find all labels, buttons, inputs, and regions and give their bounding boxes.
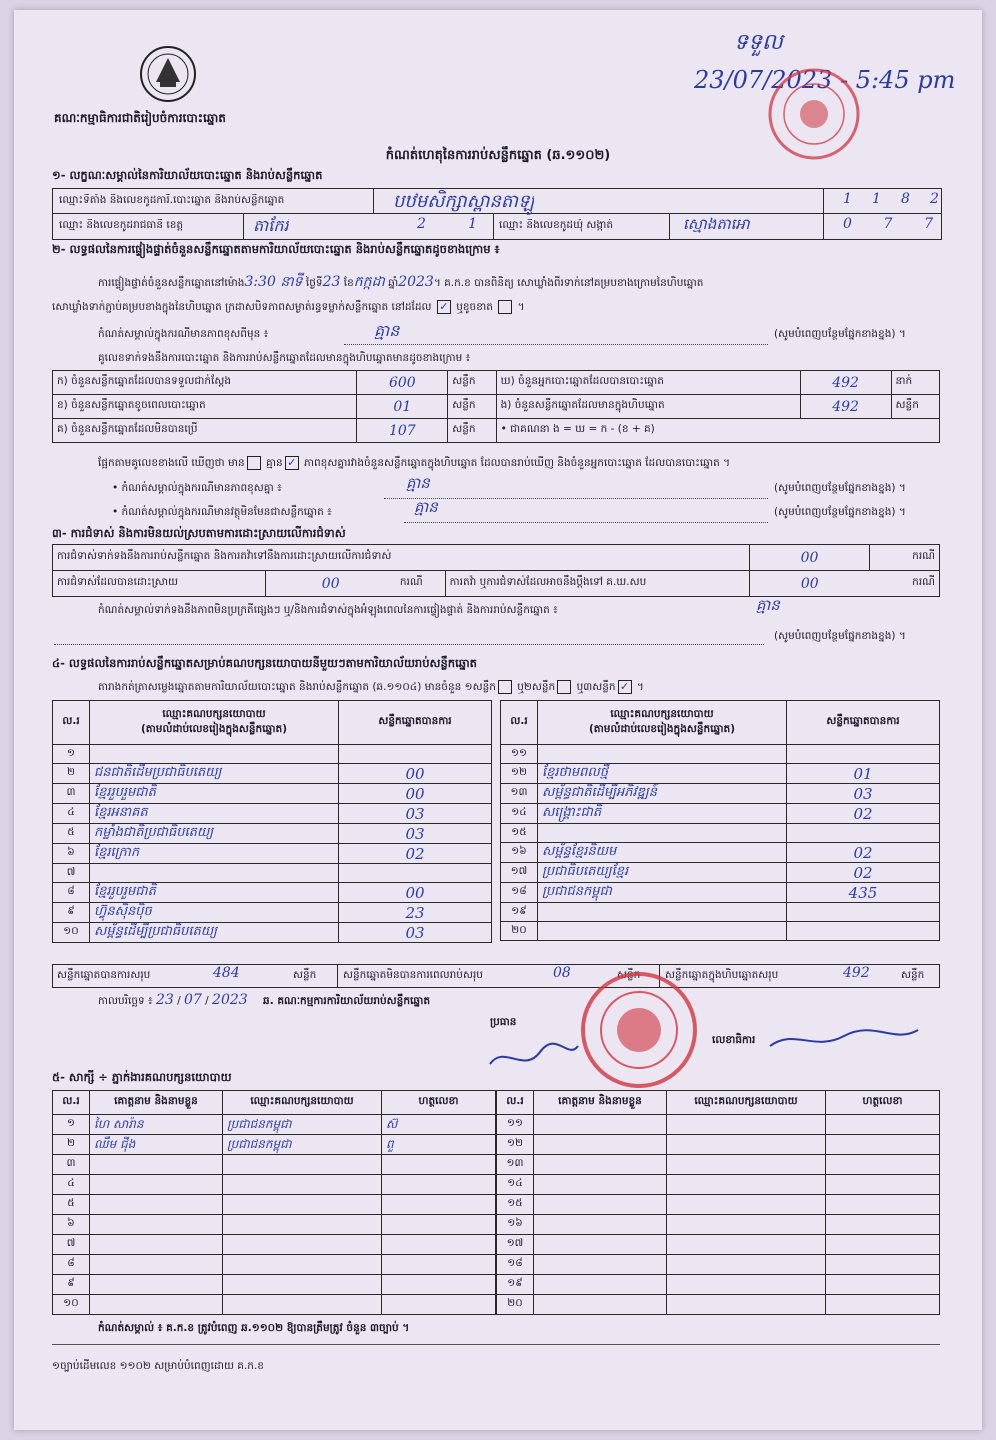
diff-note-label: • កំណត់សម្គាល់ក្នុងករណីមានភាពខុសគ្នា ៖ bbox=[112, 482, 282, 494]
footer-bottom: ១ច្បាប់ដើមលេខ ១១០២ សម្រាប់បំពេញដោយ គ.ក.ខ bbox=[52, 1360, 264, 1372]
figures-heading: គូលេខទាក់ទងនឹងការបោះឆ្នោត និងការរាប់សន្លឹកឆ្នោតដែលមានក្នុងហិបឆ្នោតមានដូចខាងក្រោម ៖ bbox=[98, 352, 471, 364]
party-row: ១ bbox=[53, 745, 492, 764]
has-diff-checkbox[interactable] bbox=[247, 456, 261, 470]
party-row: ៥ កម្លាំងជាតិប្រជាធិបតេយ្យ 03 bbox=[53, 824, 492, 844]
results-table-right: ល.រ ឈ្មោះគណបក្សនយោបាយ (តាមលំដាប់លេខរៀងក្នុងសន្លឹកឆ្នោត) សន្លឹកឆ្នោតបានការ ១១ ១២ ខ្មែរថាមពលថ្មី 01 ១៣ សម្ព័ន្ធជាតិដើម្បីអភិវឌ្ឍន៍ 03 ១៤ សង្គ្រោះជាតិ 02 ១៥ ១៦ សម្ព័ន្ធខ្មែរនិយម 02 ១៧ ប្រជាធិបតេយ្យខ្មែរ 02 ១៨ ប្រជាជនកម្ពុជា 435 ១៩ ២០ bbox=[500, 700, 940, 941]
red-seal-committee-icon bbox=[574, 970, 704, 1090]
object-note-label: • កំណត់សម្គាល់ក្នុងករណីមានវត្ថុមិនមែនជាសន្លឹកឆ្នោត ៖ bbox=[112, 506, 332, 518]
party-row: ១៩ bbox=[501, 903, 940, 922]
figures-row: គ) ចំនួនសន្លឹកឆ្នោតដែលមិនបានប្រើ 107 សន្លឹក • ជាគណនា ង = ឃ = ក - (ខ + គ) bbox=[53, 419, 940, 443]
chair-label: ប្រធាន bbox=[490, 1016, 517, 1028]
party-row: ២០ bbox=[501, 922, 940, 941]
form-title: កំណត់ហេតុនៃការរាប់សន្លឹកឆ្នោត (ឆ.១១០២) bbox=[385, 148, 611, 163]
ballot-figures-table bbox=[52, 370, 940, 443]
commune-code: 0 7 7 bbox=[843, 216, 933, 232]
witness-row: ១៤ bbox=[497, 1175, 940, 1195]
irregularity-note-value: គ្មាន bbox=[756, 596, 780, 614]
section1-table bbox=[52, 188, 942, 240]
witness-row: ៩ bbox=[53, 1275, 496, 1295]
witness-row: ១៦ bbox=[497, 1215, 940, 1235]
intact-checkbox[interactable]: ✓ bbox=[437, 300, 451, 314]
witness-row: ២ ឈឹម ជ៉ីង ប្រជាជនកម្ពុជា ពួ bbox=[53, 1135, 496, 1155]
one-sheet-checkbox[interactable] bbox=[498, 680, 512, 694]
note-value: គ្មាន bbox=[374, 321, 400, 340]
date-line: កាលបរិច្ឆេទ ៖ 23 / 07 / 2023 ឆ. គណៈកម្មការការិយាល័យរាប់សន្លឹកឆ្នោត bbox=[98, 992, 430, 1008]
witness-row: ១៥ bbox=[497, 1195, 940, 1215]
province-code: 2 1 bbox=[417, 216, 477, 232]
party-row: ១០ សម្ព័ន្ធដើម្បីប្រជាធិបតេយ្យ 03 bbox=[53, 923, 492, 943]
province-label: ឈ្មោះ និងលេខកូដរាជធានី ខេត្ត bbox=[59, 219, 184, 231]
party-row: ៣ ខ្មែររួបរួមជាតិ 00 bbox=[53, 784, 492, 804]
party-row: ៩ ហ៊្វុនស៊ិនប៉ិច 23 bbox=[53, 903, 492, 923]
damaged-checkbox[interactable] bbox=[498, 300, 512, 314]
party-row: ៦ ខ្មែរក្រោក 02 bbox=[53, 844, 492, 864]
diff-note-hint: (សូមបំពេញបន្ថែមផ្នែកខាងខ្នង) ។ bbox=[774, 482, 906, 494]
location-value: បឋមសិក្សាស្ពានតាឡូ bbox=[393, 191, 535, 212]
secretary-signature-icon bbox=[764, 1022, 924, 1058]
three-sheets-checkbox[interactable]: ✓ bbox=[618, 680, 632, 694]
compare-line: ផ្អែកតាមគូលេខខាងលើ ឃើញថា មាន គ្មាន ✓ ភាពខុសគ្នារវាងចំនួនសន្លឹកឆ្នោតក្នុងហិបឆ្នោត ដែលបានរាប់ឃើញ និងចំនួនអ្នកបោះឆ្នោត ដែលបានបោះឆ្នោត ។ bbox=[98, 456, 731, 469]
location-label: ឈ្មោះទីតាំង និងលេខកូដការិ.បោះឆ្នោត និងរាប់សន្លឹកឆ្នោត bbox=[59, 194, 285, 206]
tally-sheets-line: តារាងកត់ត្រាសម្លេងឆ្នោតតាមការិយាល័យបោះឆ្នោត និងរាប់សន្លឹកឆ្នោត (ឆ.១១០៤) មានចំនួន ១សន្លឹក ឬ២សន្លឹក ឬ៣សន្លឹក ✓ ។ bbox=[98, 680, 644, 693]
witness-row: ៧ bbox=[53, 1235, 496, 1255]
figures-row: ក) ចំនួនសន្លឹកឆ្នោតដែលបានទទួលជាក់ស្តែង 600 សន្លឹក ឃ) ចំនួនអ្នកបោះឆ្នោតដែលបានបោះឆ្នោត 492 នាក់ bbox=[53, 371, 940, 395]
verify-line: ការផ្ទៀងផ្ទាត់ចំនួនសន្លឹកឆ្នោតនៅម៉ោង3:30 នាទី ថ្ងៃទី23 ខែកក្កដា ឆ្នាំ2023។ គ.ក.ខ បានពិនិត្យ សោឃ្លាំងពីរទាក់នៅគម្របខាងក្រោមនៃហិបឆ្នោត bbox=[98, 274, 704, 290]
org-name: គណៈកម្មាធិការជាតិរៀបចំការបោះឆ្នោត bbox=[54, 111, 226, 125]
document-page bbox=[14, 10, 982, 1430]
results-table-left: ល.រ ឈ្មោះគណបក្សនយោបាយ (តាមលំដាប់លេខរៀងក្នុងសន្លឹកឆ្នោត) សន្លឹកឆ្នោតបានការ ១ ២ ជនជាតិដើមប្រជាធិបតេយ្យ 00 ៣ ខ្មែររួបរួមជាតិ 00 ៤ ខ្មែរអនាគត 03 ៥ កម្លាំងជាតិប្រជាធិបតេយ្យ 03 ៦ ខ្មែរក្រោក 02 ៧ ៨ ខ្មែររួបរួមជាតិ 00 ៩ ហ៊្វុនស៊ិនប៉ិច 23 ១០ សម្ព័ន្ធដើម្បីប្រជាធិបតេយ្យ 03 bbox=[52, 700, 492, 943]
witness-row: ១១ bbox=[497, 1115, 940, 1135]
two-sheets-checkbox[interactable] bbox=[557, 680, 571, 694]
no-diff-checkbox[interactable]: ✓ bbox=[285, 456, 299, 470]
commune-value: ស្មោងតាអោ bbox=[683, 215, 750, 233]
witness-row: ១៨ bbox=[497, 1255, 940, 1275]
secretary-label: លេខាធិការ bbox=[712, 1034, 756, 1046]
totals-row: សន្លឹកឆ្នោតបានការសរុប 484 សន្លឹក សន្លឹកឆ្នោតមិនបានការពេលរាប់សរុប 08 សន្លឹក សន្លឹកឆ្នោតក្នុងហិបឆ្នោតសរុប 492 សន្លឹក bbox=[52, 964, 940, 988]
object-note-hint: (សូមបំពេញបន្ថែមផ្នែកខាងខ្នង) ។ bbox=[774, 506, 906, 518]
witness-row: ១ ហៃ សារ៉ាន ប្រជាជនកម្ពុជា ស៊ bbox=[53, 1115, 496, 1135]
stamp-datetime: 23/07/2023 - 5:45 pm bbox=[694, 66, 956, 94]
party-row: ២ ជនជាតិដើមប្រជាធិបតេយ្យ 00 bbox=[53, 764, 492, 784]
note-hint: (សូមបំពេញបន្ថែមផ្នែកខាងខ្នង) ។ bbox=[774, 328, 906, 340]
irregularity-note-label: កំណត់សម្គាល់ទាក់ទងនឹងភាពមិនប្រក្រតីផ្សេងៗ ឬ/និងការជំទាស់ក្នុងអំឡុងពេលនៃការផ្ទៀងផ្ទាត់ និងការរាប់សន្លឹកឆ្នោត ៖ bbox=[98, 604, 558, 616]
objections-table: ការជំទាស់ទាក់ទងនឹងការរាប់សន្លឹកឆ្នោត និងការតវ៉ាទៅនឹងការដោះស្រាយលើការជំទាស់ 00 ករណី ការជំទាស់ដែលបានដោះស្រាយ 00 ករណី ការតវ៉ា ឬការជំទាស់ដែលអាចនឹងប្តឹងទៅ គ.ឃ.សប 00 ករណី bbox=[52, 544, 940, 597]
witness-table-right: ល.រ គោត្តនាម និងនាមខ្លួន ឈ្មោះគណបក្សនយោបាយ ហត្ថលេខា ១១ ១២ ១៣ ១៤ ១៥ ១៦ ១៧ ១៨ ១៩ ២០ bbox=[496, 1090, 940, 1315]
witness-row: ១៩ bbox=[497, 1275, 940, 1295]
footer-note: កំណត់សម្គាល់ ៖ គ.ក.ខ ត្រូវបំពេញ ឆ.១១០២ ឱ្យបានត្រឹមត្រូវ ចំនួន ៣ច្បាប់ ។ bbox=[98, 1322, 410, 1334]
witness-row: ១៧ bbox=[497, 1235, 940, 1255]
witness-table-left: ល.រ គោត្តនាម និងនាមខ្លួន ឈ្មោះគណបក្សនយោបាយ ហត្ថលេខា ១ ហៃ សារ៉ាន ប្រជាជនកម្ពុជា ស៊ ២ ឈឹម ជ៉ីង ប្រជាជនកម្ពុជា ពួ ៣ ៤ ៥ ៦ ៧ ៨ ៩ ១០ bbox=[52, 1090, 496, 1315]
party-row: ៨ ខ្មែររួបរួមជាតិ 00 bbox=[53, 883, 492, 903]
section5-heading: ៥- សាក្សី ÷ ភ្នាក់ងារគណបក្សនយោបាយ bbox=[52, 1070, 232, 1084]
witness-row: ១២ bbox=[497, 1135, 940, 1155]
party-row: ១៨ ប្រជាជនកម្ពុជា 435 bbox=[501, 883, 940, 903]
party-row: ១៤ សង្គ្រោះជាតិ 02 bbox=[501, 804, 940, 824]
party-row: ១៣ សម្ព័ន្ធជាតិដើម្បីអភិវឌ្ឍន៍ 03 bbox=[501, 784, 940, 804]
figures-row: ខ) ចំនួនសន្លឹកឆ្នោតខូចពេលបោះឆ្នោត 01 សន្លឹក ង) ចំនួនសន្លឹកឆ្នោតដែលមានក្នុងហិបឆ្នោត 492 សន្លឹក bbox=[53, 395, 940, 419]
section1-heading: ១- លក្ខណៈសម្គាល់នៃការិយាល័យបោះឆ្នោត និងរាប់សន្លឹកឆ្នោត bbox=[52, 168, 323, 182]
irregularity-note-hint: (សូមបំពេញបន្ថែមផ្នែកខាងខ្នង) ។ bbox=[774, 630, 906, 642]
party-row: ១៦ សម្ព័ន្ធខ្មែរនិយម 02 bbox=[501, 843, 940, 863]
witness-row: ៨ bbox=[53, 1255, 496, 1275]
object-note-value: គ្មាន bbox=[414, 498, 438, 516]
note-label: កំណត់សម្គាល់ក្នុងករណីមានភាពខុសពីមុន ៖ bbox=[98, 328, 269, 340]
commune-label: ឈ្មោះ និងលេខកូដឃុំ សង្កាត់ bbox=[499, 219, 614, 231]
witness-row: ១០ bbox=[53, 1295, 496, 1315]
stamp-note: ទទួល bbox=[734, 30, 783, 55]
section4-heading: ៤- លទ្ធផលនៃការរាប់សន្លឹកឆ្នោតសម្រាប់គណបក្សនយោបាយនីមួយៗតាមការិយាល័យរាប់សន្លឹកឆ្នោត bbox=[52, 656, 477, 670]
section3-heading: ៣- ការជំទាស់ និងការមិនយល់ស្របតាមការដោះស្រាយលើការជំទាស់ bbox=[52, 526, 346, 540]
location-code: 1 1 8 2 bbox=[843, 191, 939, 207]
witness-row: ៥ bbox=[53, 1195, 496, 1215]
party-row: ១២ ខ្មែរថាមពលថ្មី 01 bbox=[501, 764, 940, 784]
party-row: ១៧ ប្រជាធិបតេយ្យខ្មែរ 02 bbox=[501, 863, 940, 883]
party-row: ១១ bbox=[501, 745, 940, 764]
witness-row: ៤ bbox=[53, 1175, 496, 1195]
chair-signature-icon bbox=[484, 1034, 584, 1078]
witness-row: ១៣ bbox=[497, 1155, 940, 1175]
party-row: ៤ ខ្មែរអនាគត 03 bbox=[53, 804, 492, 824]
witness-row: ៣ bbox=[53, 1155, 496, 1175]
party-row: ១៥ bbox=[501, 824, 940, 843]
seal-line: សោឃ្លាំងទាក់ភ្ជាប់គម្របខាងក្នុងនៃហិបឆ្នោត ក្រដាសបិទភាពសម្ងាត់រន្ធទម្លាក់សន្លឹកឆ្នោត នៅដដែល ✓ ឬខូចខាត ។ bbox=[52, 300, 525, 313]
witness-row: ៦ bbox=[53, 1215, 496, 1235]
section2-heading: ២- លទ្ធផលនៃការផ្ទៀងផ្ទាត់ចំនួនសន្លឹកឆ្នោតតាមការិយាល័យបោះឆ្នោត និងរាប់សន្លឹកឆ្នោតដូចខាងក្រោម ៖ bbox=[52, 242, 500, 256]
nec-emblem-icon bbox=[134, 44, 202, 104]
witness-row: ២០ bbox=[497, 1295, 940, 1315]
province-value: តាកែវ bbox=[253, 216, 289, 235]
diff-note-value: គ្មាន bbox=[406, 474, 430, 492]
party-row: ៧ bbox=[53, 864, 492, 883]
